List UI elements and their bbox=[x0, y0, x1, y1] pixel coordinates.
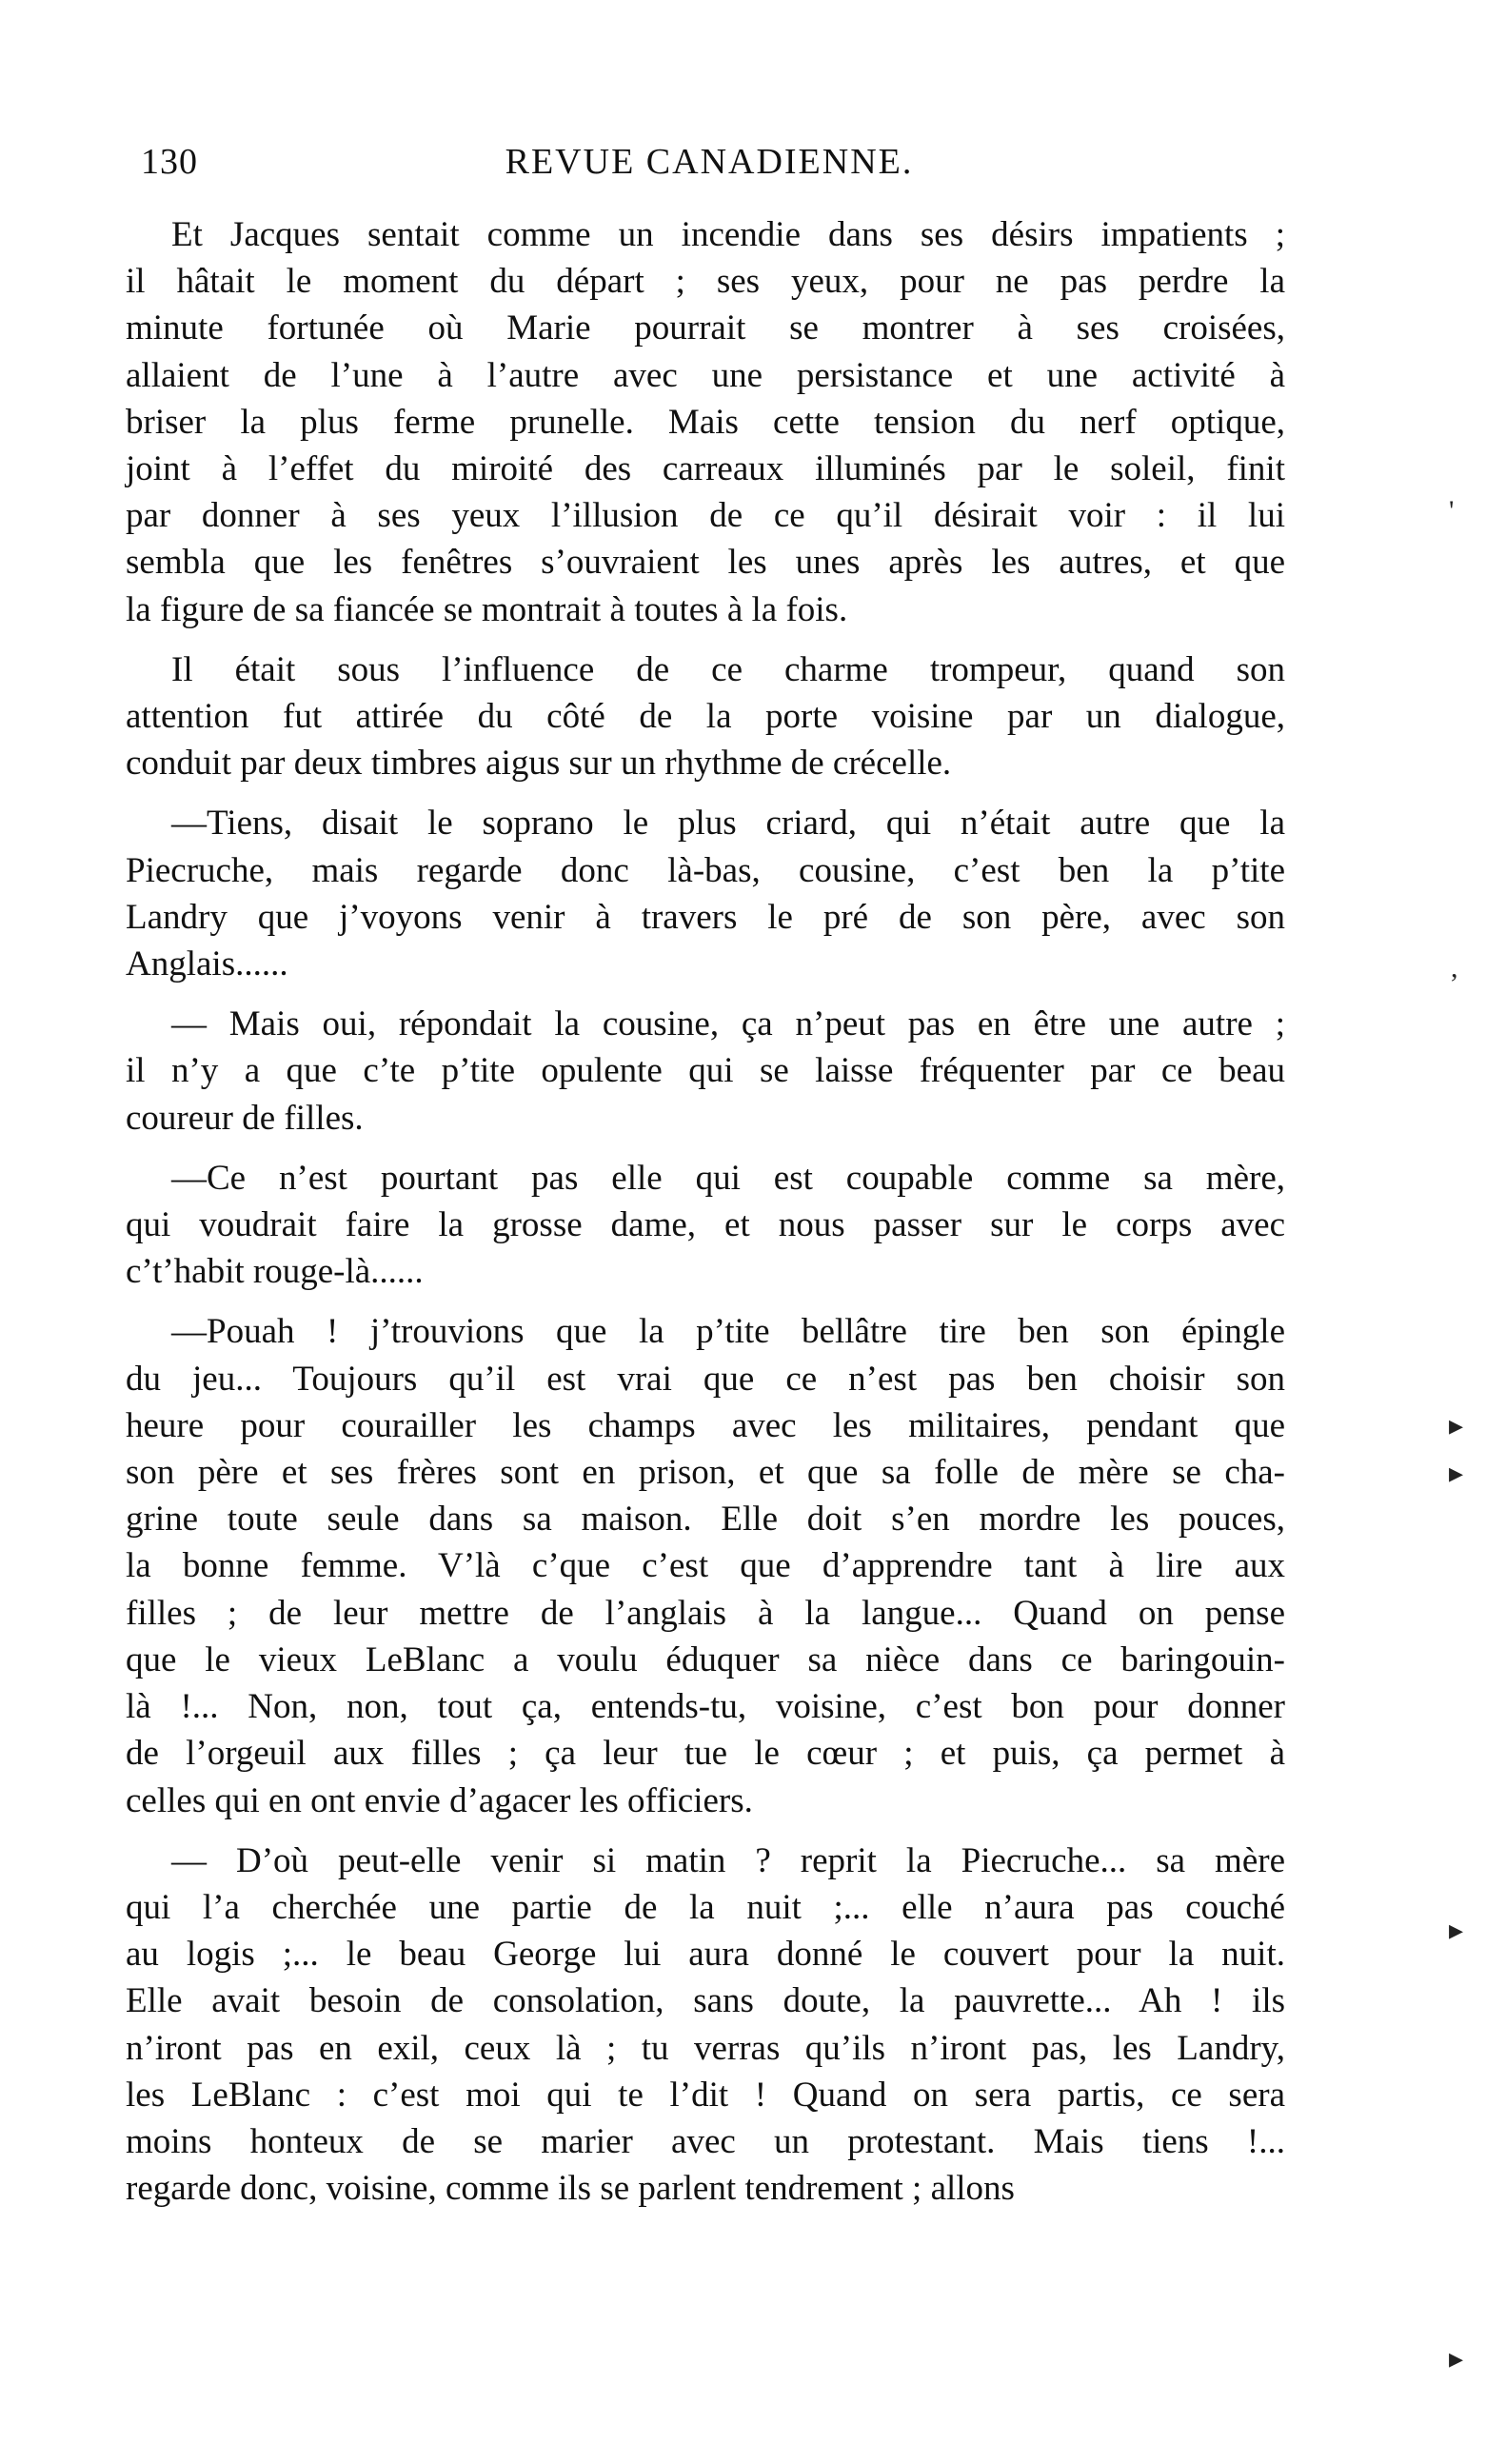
paragraph bbox=[126, 1838, 1285, 2213]
text-line: la bonne femme. V’là c’que c’est que d’apprendre tant à lire aux bbox=[126, 1546, 1285, 1586]
text-line: joint à l’effet du miroité des carreaux illuminés par le soleil, finit bbox=[126, 449, 1285, 489]
text-line: attention fut attirée du côté de la porte voisine par un dialogue, bbox=[126, 697, 1285, 737]
text-line: —Tiens, disait le soprano le plus criard, qui n’était autre que la bbox=[171, 804, 1285, 844]
paragraph bbox=[126, 646, 1285, 787]
text-line: sembla que les fenêtres s’ouvraient les unes après les autres, et que bbox=[126, 543, 1285, 583]
text-line: Et Jacques sentait comme un incendie dans ses désirs impatients ; bbox=[171, 215, 1285, 254]
paragraph bbox=[126, 1308, 1285, 1823]
margin-specks bbox=[1449, 0, 1506, 2464]
text-line: Il était sous l’influence de ce charme trompeur, quand son bbox=[171, 649, 1285, 689]
text-line: de l’orgeuil aux filles ; ça leur tue le cœur ; et puis, ça permet à bbox=[126, 1734, 1285, 1774]
text-line: c’t’habit rouge-là...... bbox=[126, 1252, 424, 1292]
text-line: la figure de sa fiancée se montrait à toutes à la fois. bbox=[126, 589, 848, 629]
text-line: grine toute seule dans sa maison. Elle doit s’en mordre les pouces, bbox=[126, 1500, 1285, 1540]
text-line: Landry que j’voyons venir à travers le pré de son père, avec son bbox=[126, 897, 1285, 937]
text-line: du jeu... Toujours qu’il est vrai que ce n’est pas ben choisir son bbox=[126, 1359, 1285, 1399]
text-line: il hâtait le moment du départ ; ses yeux, pour ne pas perdre la bbox=[126, 262, 1285, 302]
text-line: qui voudrait faire la grosse dame, et nous passer sur le corps avec bbox=[126, 1205, 1285, 1245]
running-head: REVUE CANADIENNE. bbox=[505, 142, 914, 182]
paragraph bbox=[126, 1001, 1285, 1142]
body-text bbox=[126, 211, 1285, 2225]
text-line: que le vieux LeBlanc a voulu éduquer sa nièce dans ce baringouin- bbox=[126, 1639, 1285, 1679]
text-line: celles qui en ont envie d’agacer les officiers. bbox=[126, 1780, 753, 1820]
text-line: — Mais oui, répondait la cousine, ça n’peut pas en être une autre ; bbox=[171, 1004, 1285, 1044]
ink-speck: , bbox=[1451, 952, 1458, 984]
text-line: Anglais...... bbox=[126, 944, 288, 984]
paragraph bbox=[126, 800, 1285, 987]
text-line: minute fortunée où Marie pourrait se montrer à ses croisées, bbox=[126, 308, 1285, 348]
ink-speck: ▸ bbox=[1449, 1410, 1464, 1441]
page-number: 130 bbox=[141, 142, 198, 182]
text-line: là !... Non, non, tout ça, entends-tu, voisine, c’est bon pour donner bbox=[126, 1687, 1285, 1727]
text-line: par donner à ses yeux l’illusion de ce qu’il désirait voir : il lui bbox=[126, 496, 1285, 536]
text-line: au logis ;... le beau George lui aura donné le couvert pour la nuit. bbox=[126, 1935, 1285, 1975]
text-line: son père et ses frères sont en prison, et que sa folle de mère se cha- bbox=[126, 1453, 1285, 1493]
text-line: — D’où peut-elle venir si matin ? reprit la Piecruche... sa mère bbox=[171, 1840, 1285, 1880]
page-header bbox=[133, 141, 1285, 198]
text-line: les LeBlanc : c’est moi qui te l’dit ! Quand on sera partis, ce sera bbox=[126, 2075, 1285, 2115]
text-line: il n’y a que c’te p’tite opulente qui se laisse fréquenter par ce beau bbox=[126, 1051, 1285, 1091]
text-line: —Ce n’est pourtant pas elle qui est coupable comme sa mère, bbox=[171, 1158, 1285, 1198]
text-line: filles ; de leur mettre de l’anglais à la langue... Quand on pense bbox=[126, 1593, 1285, 1633]
ink-speck: ▸ bbox=[1449, 2343, 1464, 2375]
ink-speck: ▸ bbox=[1449, 1458, 1464, 1489]
text-line: qui l’a cherchée une partie de la nuit ;... elle n’aura pas couché bbox=[126, 1887, 1285, 1927]
text-line: conduit par deux timbres aigus sur un rhythme de crécelle. bbox=[126, 744, 952, 784]
text-line: regarde donc, voisine, comme ils se parlent tendrement ; allons bbox=[126, 2169, 1015, 2209]
text-line: coureur de filles. bbox=[126, 1098, 364, 1138]
text-line: n’iront pas en exil, ceux là ; tu verras qu’ils n’iront pas, les Landry, bbox=[126, 2028, 1285, 2068]
ink-speck: ' bbox=[1449, 495, 1455, 527]
text-line: briser la plus ferme prunelle. Mais cette tension du nerf optique, bbox=[126, 402, 1285, 442]
text-line: allaient de l’une à l’autre avec une persistance et une activité à bbox=[126, 355, 1285, 395]
text-line: Elle avait besoin de consolation, sans doute, la pauvrette... Ah ! ils bbox=[126, 1981, 1285, 2021]
text-line: moins honteux de se marier avec un protestant. Mais tiens !... bbox=[126, 2121, 1285, 2161]
paragraph bbox=[126, 211, 1285, 633]
text-line: Piecruche, mais regarde donc là-bas, cousine, c’est ben la p’tite bbox=[126, 850, 1285, 890]
text-line: heure pour courailler les champs avec les militaires, pendant que bbox=[126, 1405, 1285, 1445]
paragraph bbox=[126, 1155, 1285, 1296]
ink-speck: ▸ bbox=[1449, 1915, 1464, 1946]
text-line: —Pouah ! j’trouvions que la p’tite bellâtre tire ben son épingle bbox=[171, 1312, 1285, 1352]
